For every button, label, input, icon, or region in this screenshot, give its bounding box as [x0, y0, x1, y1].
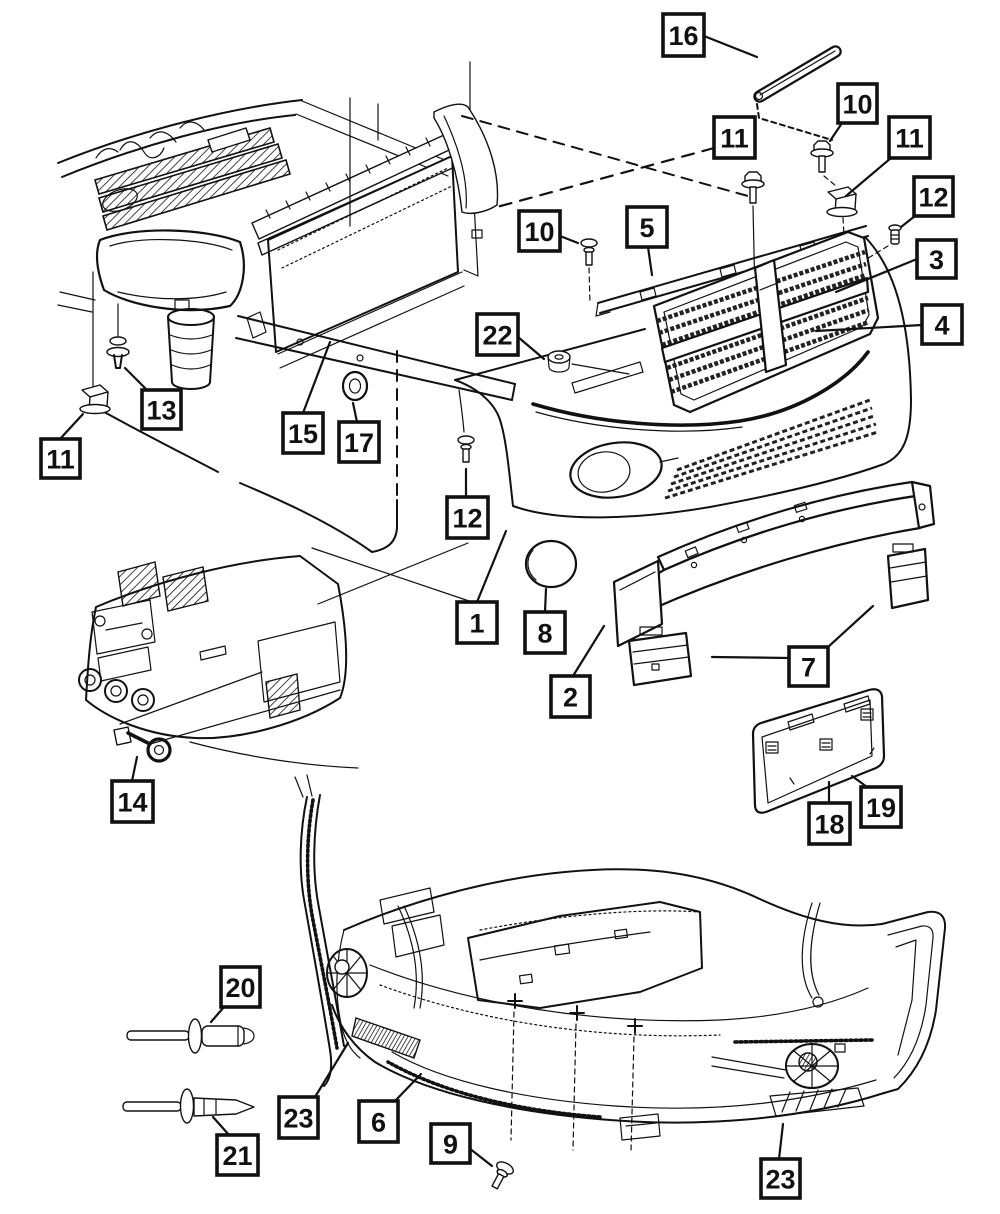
callout-leader-line	[353, 403, 357, 422]
callout-number: 5	[639, 213, 655, 243]
callout-number: 8	[537, 618, 553, 649]
callout-number: 11	[46, 444, 75, 475]
callout-22	[477, 314, 544, 359]
callout-7	[712, 606, 873, 686]
callout-leader-line	[846, 158, 891, 196]
callout-number: 3	[928, 245, 945, 275]
rivet-icon	[127, 1019, 254, 1053]
molding-16	[754, 46, 840, 140]
callout-leader-line	[648, 247, 652, 275]
callout-19	[852, 776, 901, 827]
callout-leader-line	[828, 606, 873, 647]
flange-nut-icon	[548, 351, 629, 374]
callout-number: 2	[562, 682, 579, 713]
callout-21	[213, 1117, 258, 1175]
push-pin-icon	[107, 304, 129, 368]
callout-number: 9	[442, 1129, 459, 1160]
callout-leader-line	[211, 1007, 224, 1022]
callout-8	[525, 589, 565, 653]
tow-hook-icon	[114, 727, 170, 761]
callout-leader-line	[545, 589, 546, 612]
callout-number: 22	[482, 320, 513, 351]
callout-number: 23	[765, 1164, 796, 1195]
callout-number: 18	[814, 809, 845, 840]
callout-leader-line	[315, 1043, 348, 1097]
callout-20	[211, 967, 260, 1022]
push-pin-icon	[581, 239, 597, 303]
towhook-cover-right	[888, 544, 928, 608]
callout-17	[339, 403, 379, 462]
callout-leader-line	[477, 531, 506, 602]
callout-11	[41, 414, 83, 478]
callout-leader-line	[213, 1117, 229, 1135]
callout-15	[283, 342, 330, 453]
callout-number: 7	[800, 652, 817, 683]
callout-number: 10	[842, 89, 873, 120]
callout-number: 4	[934, 310, 950, 341]
callout-number: 12	[918, 182, 949, 213]
callout-number: 6	[370, 1107, 387, 1138]
callout-14	[112, 757, 153, 822]
callout-9	[431, 1124, 492, 1166]
callout-number: 16	[668, 21, 699, 51]
callout-number: 20	[225, 973, 256, 1003]
screw-icon	[458, 436, 474, 462]
callout-leader-line	[132, 757, 137, 781]
alignment-pin-icon	[508, 994, 642, 1152]
callout-leader-line	[779, 1124, 783, 1159]
callout-16	[663, 14, 757, 57]
callout-number: 1	[469, 608, 485, 639]
callout-number: 13	[146, 395, 177, 426]
callout-number: 12	[452, 503, 483, 534]
callout-leader-line	[712, 657, 789, 658]
callout-number: 21	[222, 1141, 253, 1171]
rivet-icon	[123, 1089, 254, 1123]
callout-leader-line	[573, 626, 604, 676]
callout-leader-line	[125, 368, 147, 390]
callout-10	[830, 84, 877, 141]
engine-bay-art	[58, 62, 755, 604]
callout-number: 19	[865, 793, 897, 823]
callout-number: 15	[287, 419, 319, 449]
clip-nut-icon	[80, 272, 110, 414]
callout-23	[279, 1043, 348, 1138]
grille-art	[654, 232, 878, 412]
callout-10	[519, 211, 578, 251]
grommet-icon	[343, 372, 367, 400]
impact-bar-art	[614, 482, 934, 646]
callout-23	[761, 1124, 800, 1198]
callout-12	[901, 177, 953, 227]
callout-number: 11	[895, 123, 924, 154]
flange-bolt-icon	[811, 141, 836, 186]
callout-1	[457, 531, 506, 643]
callout-leader-line	[560, 236, 578, 243]
callout-leader-line	[518, 337, 544, 359]
callout-5	[627, 207, 667, 275]
callout-number: 11	[720, 123, 749, 154]
callout-6	[359, 1074, 421, 1142]
cover-disc-icon	[526, 541, 576, 587]
callout-leader-line	[830, 123, 842, 141]
callout-leader-line	[469, 1148, 492, 1166]
callout-leader-line	[60, 414, 83, 439]
callout-leader-line	[704, 36, 757, 57]
callout-12	[447, 469, 488, 538]
callout-number: 17	[343, 428, 375, 458]
callout-leader-line	[303, 342, 330, 413]
callout-number: 23	[283, 1103, 314, 1134]
callout-number: 10	[524, 217, 555, 247]
callout-number: 14	[117, 787, 148, 818]
